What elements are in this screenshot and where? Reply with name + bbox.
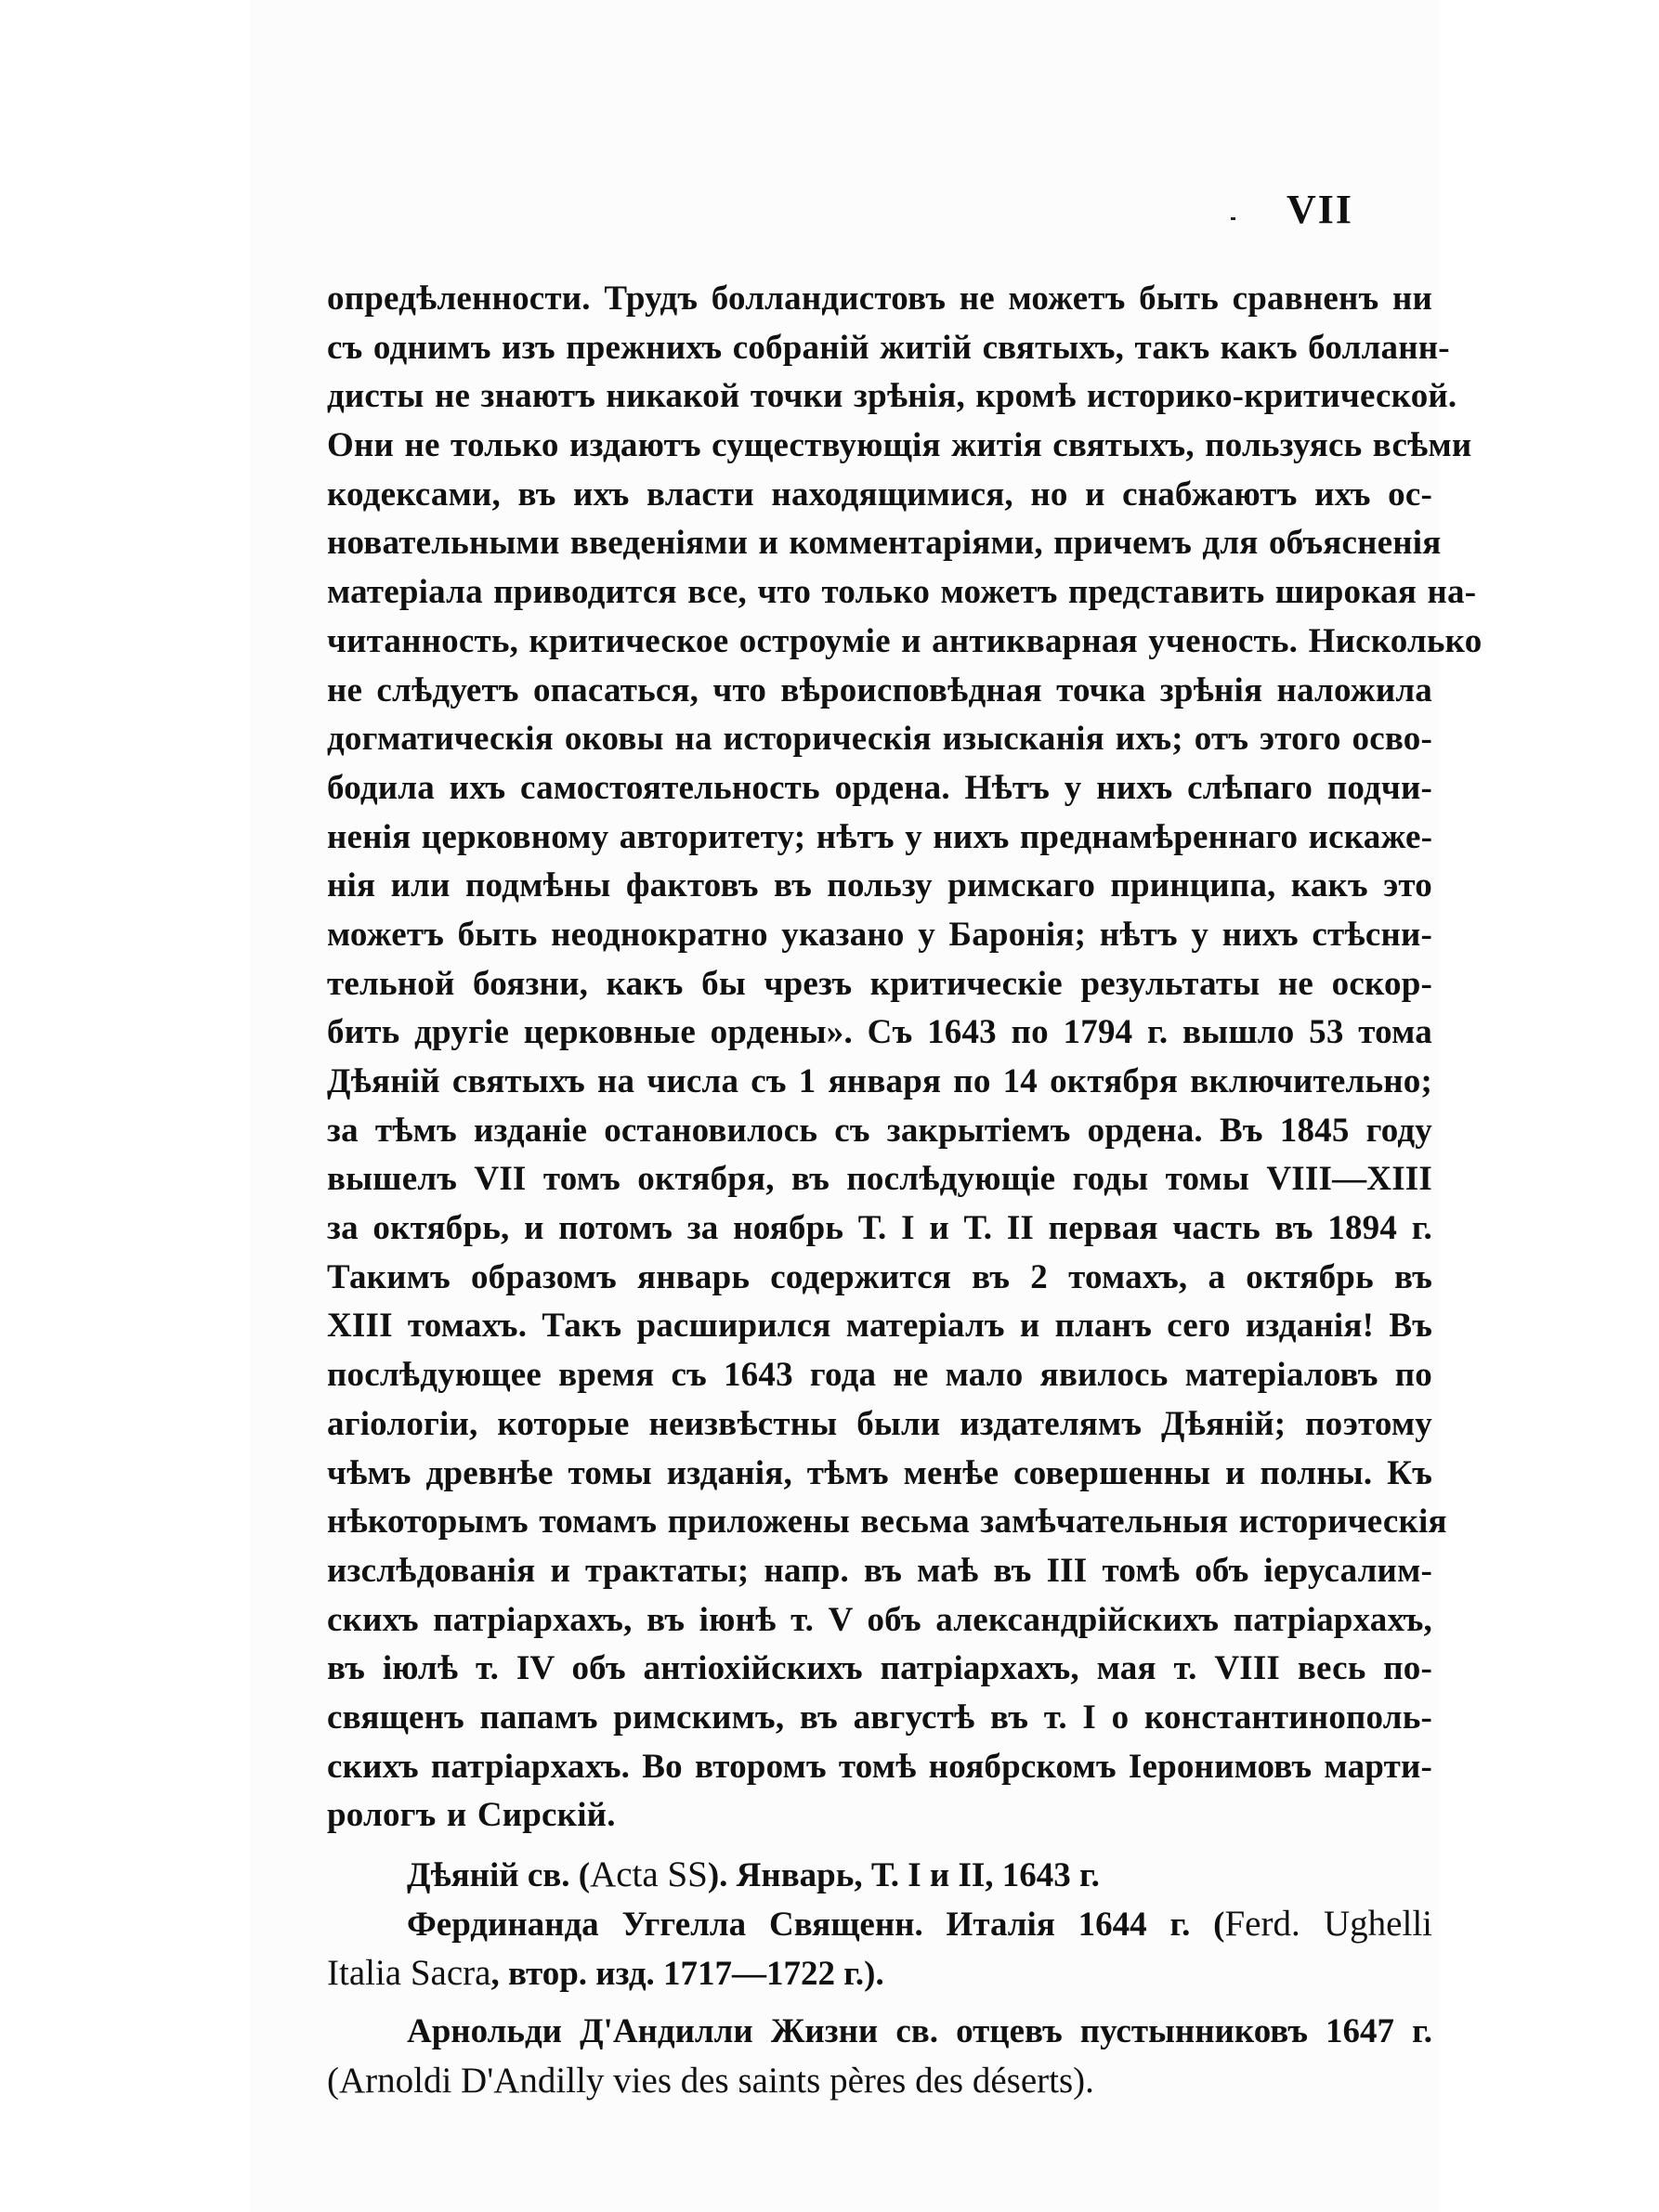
text-line: агіологіи, которые неизвѣстны были издателямъ Дѣяній; поэтому	[327, 1404, 1432, 1443]
bib-latin-title: Ferd. Ughelli	[1224, 1904, 1432, 1944]
text-line: матеріала приводится все, что только можетъ представить широкая на-	[327, 573, 1477, 612]
text-line: чѣмъ древнѣе томы изданія, тѣмъ менѣе совершенны и полны. Къ	[327, 1453, 1432, 1492]
bib-text: ). Январь, Т. I и II, 1643 г.	[707, 1856, 1100, 1894]
text-line: тельной боязни, какъ бы чрезъ критическіе результаты не оскор-	[327, 964, 1432, 1003]
text-line: съ однимъ изъ прежнихъ собраній житій святыхъ, такъ какъ болланн-	[327, 328, 1450, 367]
text-line: кодексами, въ ихъ власти находящимися, но и снабжаютъ ихъ ос-	[327, 475, 1432, 514]
bib-entry-ughelli-cont	[327, 1948, 1432, 1997]
text-line: не слѣдуетъ опасаться, что вѣроисповѣдная точка зрѣнія наложила	[327, 670, 1432, 709]
text-line: бодила ихъ самостоятельность ордена. Нѣтъ у нихъ слѣпаго подчи-	[327, 768, 1432, 807]
text-line: дисты не знаютъ никакой точки зрѣнія, кромѣ историко-критической.	[327, 377, 1457, 416]
text-line: въ іюлѣ т. IV объ антіохійскихъ патріархахъ, мая т. VIII весь по-	[327, 1649, 1432, 1688]
text-line: новательными введеніями и комментаріями, причемъ для объясненія	[327, 524, 1442, 563]
text-line: за тѣмъ изданіе остановилось съ закрытіемъ ордена. Въ 1845 году	[327, 1111, 1432, 1150]
bib-text: Фердинанда Уггелла Священн. Италія 1644 г. (	[407, 1906, 1225, 1944]
bib-text: Дѣяній св. (	[407, 1856, 591, 1894]
text-line: священъ папамъ римскимъ, въ августѣ въ т. I о константинополь-	[327, 1698, 1432, 1737]
text-line: изслѣдованія и трактаты; напр. въ маѣ въ III томѣ объ іерусалим-	[327, 1551, 1432, 1590]
text-line: ненія церковному авторитету; нѣтъ у нихъ преднамѣреннаго искаже-	[327, 817, 1433, 856]
text-line: скихъ патріархахъ, въ іюнѣ т. V объ александрійскихъ патріархахъ,	[327, 1600, 1432, 1639]
text-line: рологъ и Сирскій.	[327, 1796, 616, 1835]
text-line: нѣкоторымъ томамъ приложены весьма замѣчательныя историческія	[327, 1503, 1447, 1542]
bib-entry-acta	[327, 1850, 1432, 1899]
main-text	[327, 275, 1483, 2105]
text-line: догматическія оковы на историческія изысканія ихъ; отъ этого осво-	[327, 720, 1432, 759]
text-line: опредѣленности. Трудъ болландистовъ не можетъ быть сравненъ ни	[327, 280, 1432, 318]
bib-entry-ughelli	[327, 1899, 1432, 1948]
bib-latin-title: Italia Sacra	[327, 1953, 491, 1993]
bib-latin-title: (Arnoldi D'Andilly vies des saints pères des déserts).	[327, 2061, 1094, 2101]
text-line: бить другіе церковные ордены». Съ 1643 по 1794 г. вышло 53 тома	[327, 1013, 1432, 1052]
text-line: Они не только издаютъ существующія житія святыхъ, пользуясь всѣми	[327, 426, 1472, 465]
text-line: нія или подмѣны фактовъ въ пользу римскаго принципа, какъ это	[327, 866, 1432, 905]
text-line: послѣдующее время съ 1643 года не мало явилось матеріаловъ по	[327, 1356, 1432, 1395]
bib-text: , втор. изд. 1717—1722 г.).	[490, 1955, 884, 1993]
text-line: можетъ быть неоднократно указано у Баронія; нѣтъ у нихъ стѣсни-	[327, 915, 1432, 954]
text-line: читанность, критическое остроуміе и антикварная ученость. Нисколько	[327, 621, 1483, 660]
page-number: VII	[1287, 187, 1354, 232]
bib-text: Арнольди Д'Андилли Жизни св. отцевъ пустынниковъ 1647 г.	[407, 2012, 1432, 2050]
bib-entry-andilly	[327, 2007, 1432, 2056]
bibliography	[327, 1850, 1432, 2105]
text-line: скихъ патріархахъ. Во второмъ томѣ ноябрскомъ Іеронимовъ марти-	[327, 1747, 1432, 1786]
bib-entry-andilly-cont	[327, 2056, 1432, 2105]
print-speck	[1231, 217, 1235, 220]
text-line: вышелъ VII томъ октября, въ послѣдующіе годы томы VIII—XIII	[327, 1160, 1432, 1199]
text-line: за октябрь, и потомъ за ноябрь Т. I и Т. II первая часть въ 1894 г.	[327, 1209, 1432, 1248]
bib-latin-title: Acta SS	[590, 1854, 708, 1894]
text-line: XIII томахъ. Такъ расширился матеріалъ и планъ сего изданія! Въ	[327, 1307, 1432, 1346]
text-line: Такимъ образомъ январь содержится въ 2 томахъ, а октябрь въ	[327, 1257, 1432, 1296]
paragraph	[327, 275, 1483, 1841]
text-line: Дѣяній святыхъ на числа съ 1 января по 14 октября включительно;	[327, 1062, 1432, 1100]
